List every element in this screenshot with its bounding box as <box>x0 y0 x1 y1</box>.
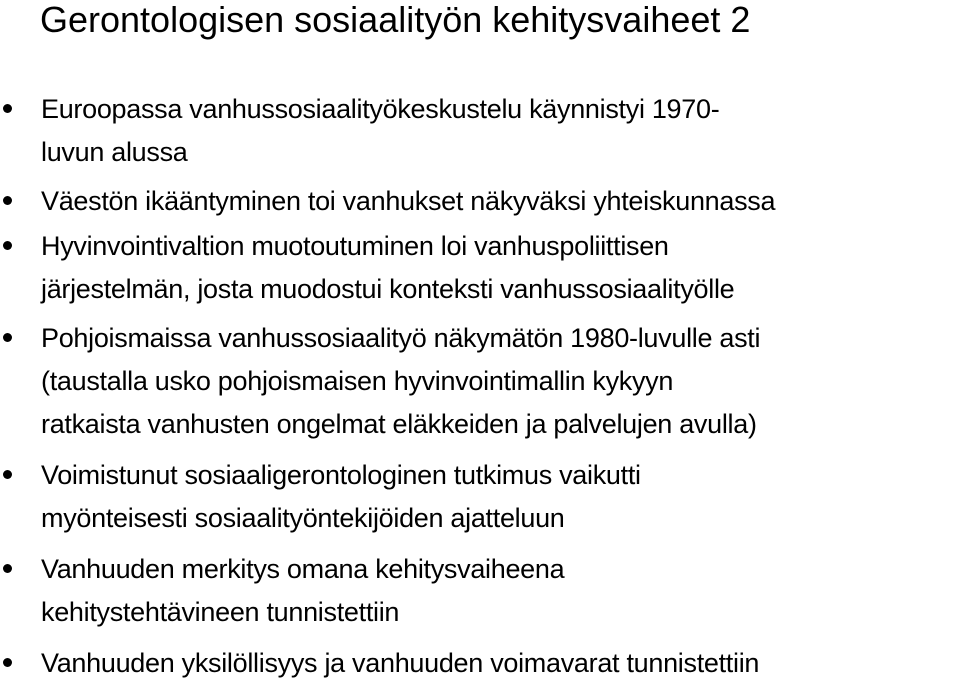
bullet-text-line: Vanhuuden yksilöllisyys ja vanhuuden voimavarat tunnistettiin <box>41 648 760 678</box>
bullet-text-line: myönteisesti sosiaalityöntekijöiden ajatteluun <box>41 503 565 533</box>
bullet-list <box>0 88 960 685</box>
bullet-dot-icon <box>3 196 12 205</box>
bullet-item <box>0 317 960 446</box>
bullet-item <box>0 548 960 634</box>
bullet-dot-icon <box>3 564 12 573</box>
bullet-item <box>0 225 960 311</box>
bullet-item <box>0 180 960 223</box>
bullet-dot-icon <box>3 104 12 113</box>
bullet-text-line: Hyvinvointivaltion muotoutuminen loi vanhuspoliittisen <box>41 231 669 261</box>
bullet-text-line: ratkaista vanhusten ongelmat eläkkeiden ja palvelujen avulla) <box>41 409 757 439</box>
bullet-text-line: Väestön ikääntyminen toi vanhukset näkyväksi yhteiskunnassa <box>41 186 776 216</box>
bullet-text-line: Voimistunut sosiaaligerontologinen tutkimus vaikutti <box>41 460 641 490</box>
bullet-text-line: Vanhuuden merkitys omana kehitysvaiheena <box>41 554 565 584</box>
bullet-dot-icon <box>3 658 12 667</box>
slide-title: Gerontologisen sosiaalityön kehitysvaiheet 2 <box>40 0 751 40</box>
bullet-text-line: luvun alussa <box>41 137 188 167</box>
bullet-item <box>0 642 960 685</box>
bullet-text-line: kehitystehtävineen tunnistettiin <box>41 597 400 627</box>
bullet-text-line: (taustalla usko pohjoismaisen hyvinvointimallin kykyyn <box>41 366 674 396</box>
bullet-dot-icon <box>3 333 12 342</box>
bullet-text-line: Euroopassa vanhussosiaalityökeskustelu käynnistyi 1970- <box>41 94 720 124</box>
bullet-text-line: järjestelmän, josta muodostui konteksti vanhussosiaalityölle <box>41 274 735 304</box>
bullet-item <box>0 88 960 174</box>
bullet-item <box>0 454 960 540</box>
bullet-dot-icon <box>3 241 12 250</box>
bullet-text-line: Pohjoismaissa vanhussosiaalityö näkymätön 1980-luvulle asti <box>41 323 761 353</box>
bullet-dot-icon <box>3 470 12 479</box>
